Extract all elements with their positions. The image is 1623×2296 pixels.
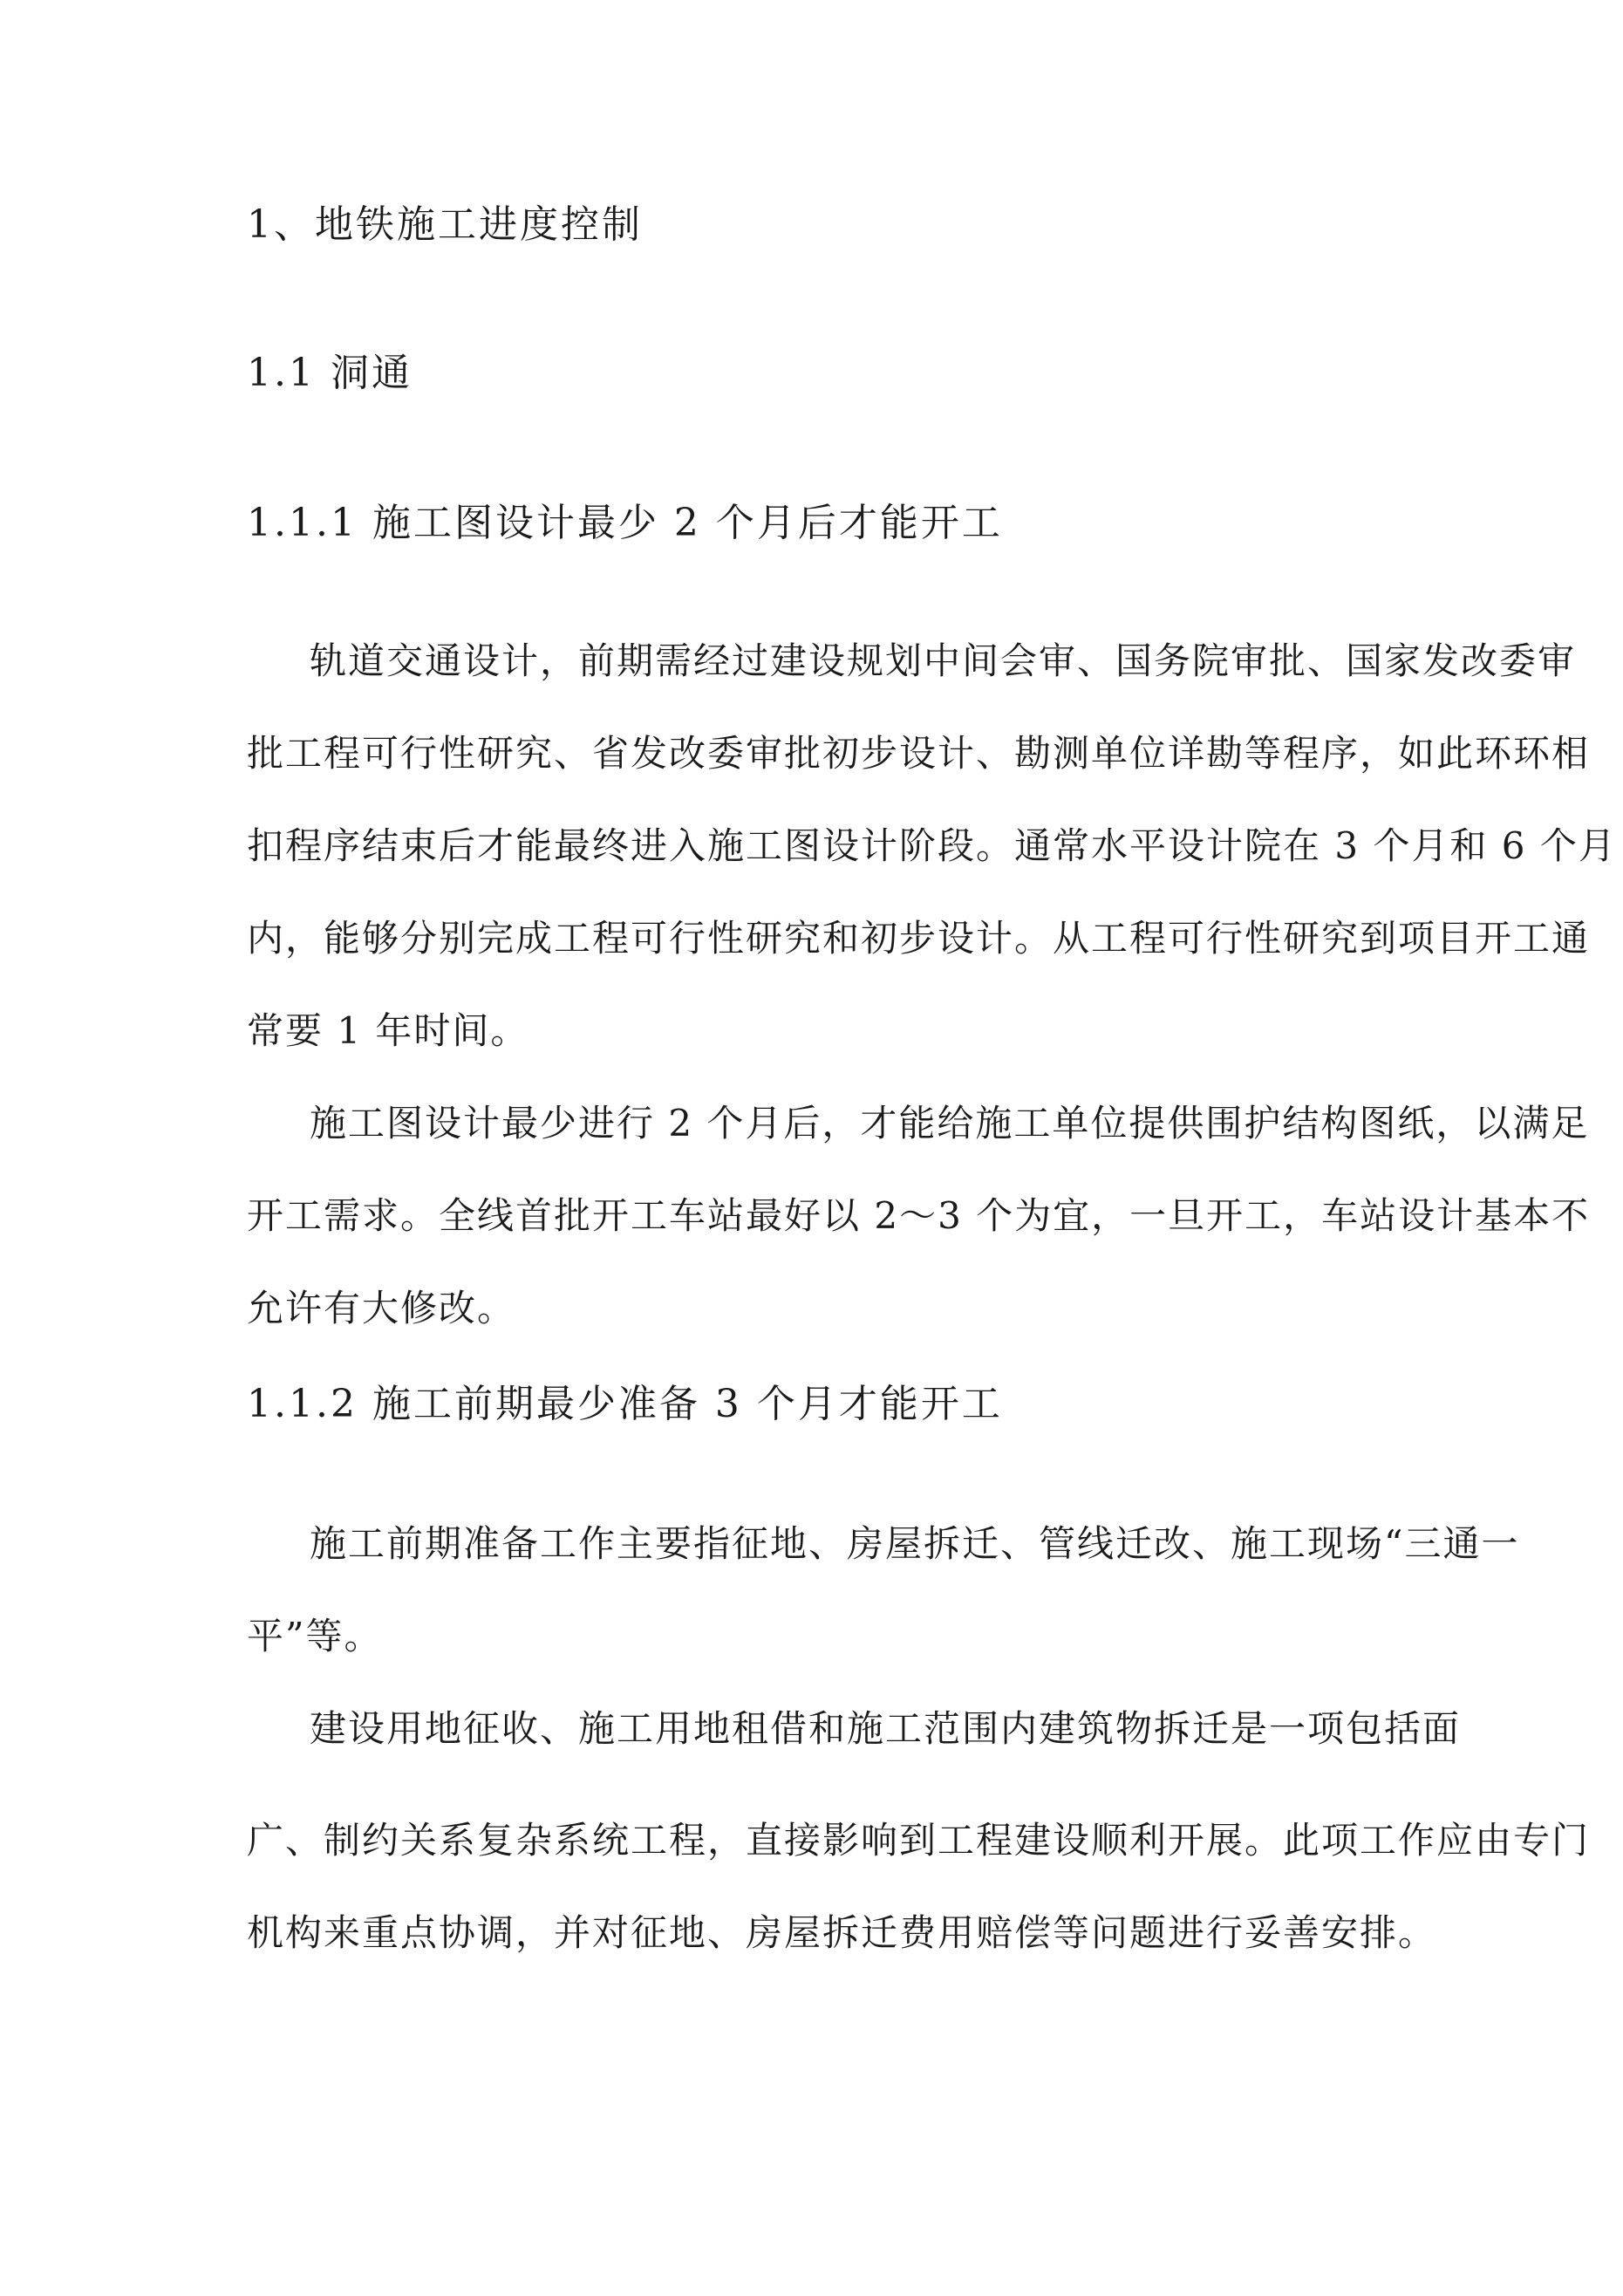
section-heading-1-1-2: 1.1.2 施工前期最少准备 3 个月才能开工 — [247, 1382, 1003, 1426]
paragraph-line: 常要 1 年时间。 — [247, 1009, 529, 1052]
paragraph-line: 扣程序结束后才能最终进入施工图设计阶段。通常水平设计院在 3 个月和 6 个月 — [247, 824, 1617, 867]
paragraph-line: 轨道交通设计，前期需经过建设规划中间会审、国务院审批、国家发改委审 — [310, 639, 1577, 682]
paragraph-line: 机构来重点协调，并对征地、房屋拆迁费用赔偿等问题进行妥善安排。 — [247, 1911, 1437, 1954]
paragraph-line: 允许有大修改。 — [247, 1287, 516, 1329]
paragraph-line: 内，能够分别完成工程可行性研究和初步设计。从工程可行性研究到项目开工通 — [247, 917, 1591, 960]
section-heading-1-1-1: 1.1.1 施工图设计最少 2 个月后才能开工 — [247, 501, 1003, 545]
paragraph-line: 施工图设计最少进行 2 个月后，才能给施工单位提供围护结构图纸，以满足 — [310, 1102, 1590, 1145]
paragraph-line: 施工前期准备工作主要指征地、房屋拆迁、管线迁改、施工现场“三通一 — [310, 1522, 1520, 1565]
section-heading-1: 1、地铁施工进度控制 — [247, 202, 643, 247]
paragraph-line: 平”等。 — [247, 1615, 383, 1657]
paragraph-line: 开工需求。全线首批开工车站最好以 2～3 个为宜，一旦开工，车站设计基本不 — [247, 1194, 1591, 1237]
paragraph-line: 广、制约关系复杂系统工程，直接影响到工程建设顺利开展。此项工作应由专门 — [247, 1819, 1591, 1862]
paragraph-line: 建设用地征收、施工用地租借和施工范围内建筑物拆迁是一项包括面 — [310, 1707, 1462, 1750]
paragraph-line: 批工程可行性研究、省发改委审批初步设计、勘测单位详勘等程序，如此环环相 — [247, 732, 1591, 775]
section-heading-1-1: 1.1 洞通 — [247, 351, 413, 395]
